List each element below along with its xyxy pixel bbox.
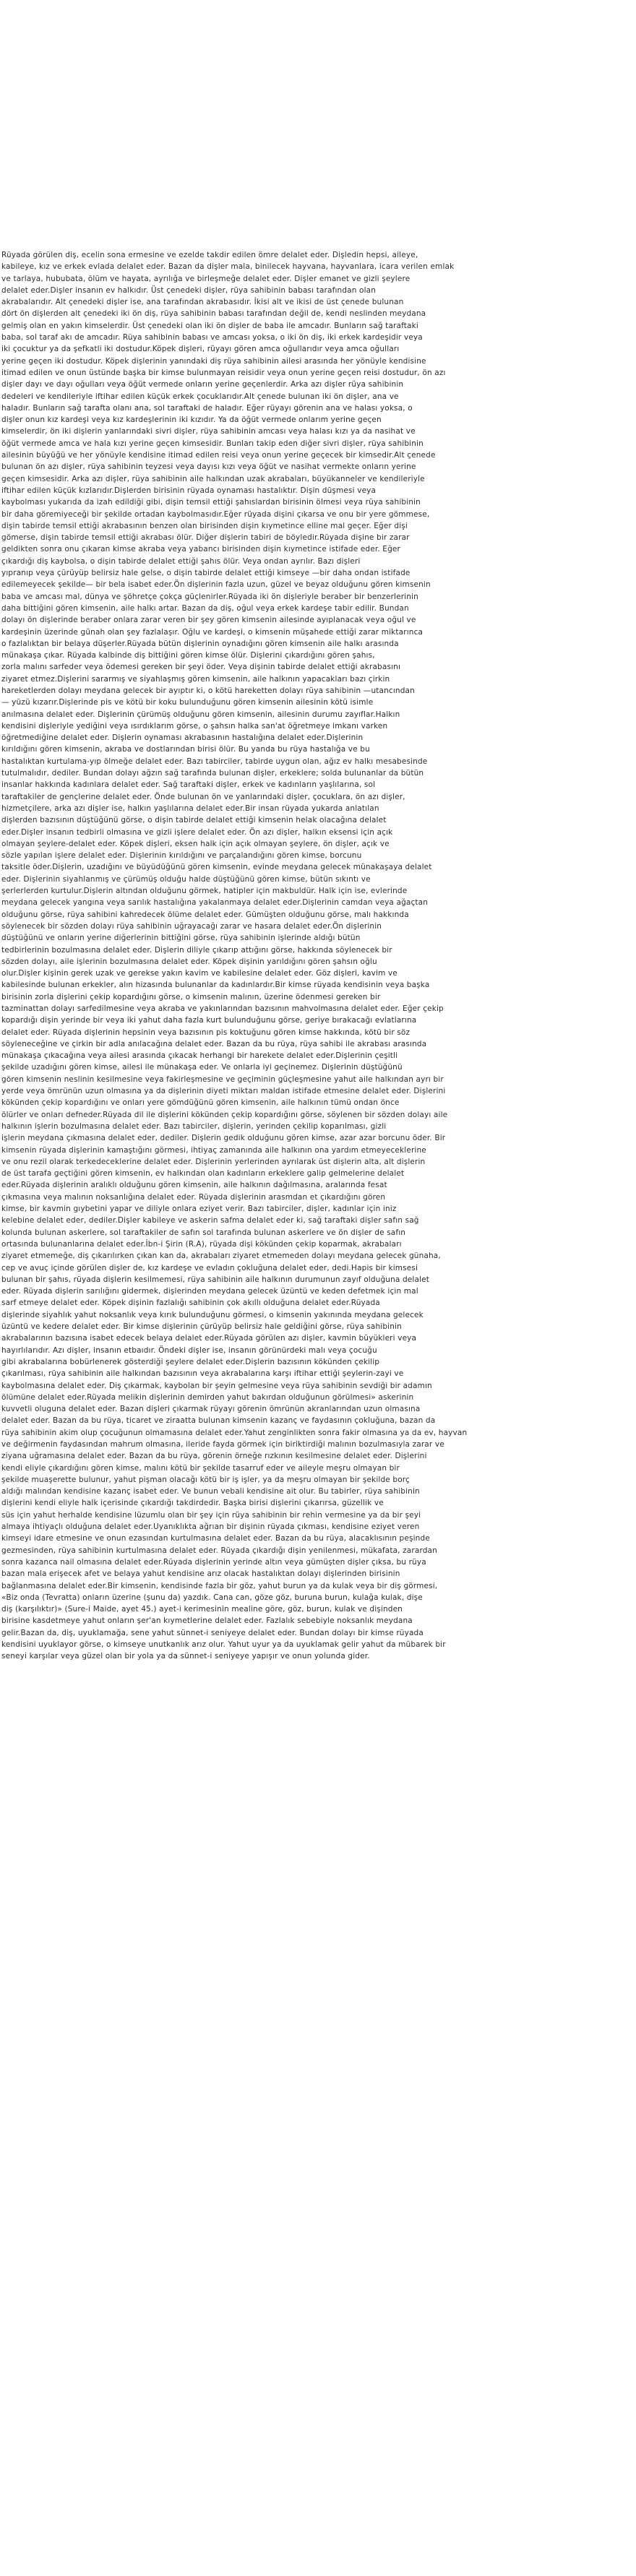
article-body: Rüyada görülen diş, ecelin sona ermesine ve ezelde takdir edilen ömre delalet eder. Dişledin hepsi, aileye, kabileye, kız ve erkek evlada delalet eder. Bazan da dişler mala, binilecek hayvana, hayvanlara, icara verilen emlak ve tarlaya, hububata, ölüm ve hayata, ayrılığa ve birleşmeğe delalet eder. Dişler emanet ve gizli şeylere delalet eder.Dişler insanın ev halkıdır. Üst çenedeki dişler, rüya sahibinin babası tarafından olan akrabalarıdır. Alt çenedeki dişler ise, ana tarafından akrabasıdır. İkisi alt ve ikisi de üst çenede bulunan dört ön dişlerden alt çenedeki iki ön diş, rüya sahibinin babası tarafından değil de, kendi neslinden meydana gelmiş olan en yakın kimselerdir. Üst çenedeki olan iki ön dişler de baba ile amcadır. Bunların sağ taraftaki baba, sol taraf akı de amcadır. Rüya sahibinin babası ve amcası yoksa, o iki ön diş, iki erkek kardeşidir veya iki çocuktur ya da şefkatli iki dostudur.Köpek dişleri, rüyayı gören amca oğullarıdır veya amca oğulları yerine geçen iki dostudur. Köpek dişlerinin yanındaki diş rüya sahibinin ailesi arasında her yönüyle kendisine itimad edilen ve onun üstünde başka bir kimse bulunmayan reisidir veya onun yerine geçen reisi dostudur, ön azı dişler dayı ve dayı oğulları veya öğüt vermede onların yerine geçenlerdir. Arka azı dişler rüya sahibinin dedeleri ve kendileriyle iftihar edilen küçük erkek çocuklarıdır.Alt çenede bulunan iki ön dişler, ana ve haladır. Bunların sağ tarafta olanı ana, sol taraftaki de haladır. Eğer rüyayı görenin ana ve halası yoksa, o dişler onun kız kardeşi veya kız kardeşlerinin iki kızıdır. Ya da öğüt vermede onlarım yerine geçen kimselerdir, ön iki dişlerin yanlarındaki sivri dişler, rüya sahibinin amcası veya halası kızı ya da nasihat ve öğüt vermede amca ve hala kızı yerine geçen kimsesidir. Bunları takip eden diğer sivri dişler, rüya sahibinin ailesinin büyüğü ve her yönüyle kendisine itimad edilen reisi veya onun yerine geçecek bir kimsedir.Alt çenede bulunan ön azı dişler, rüya sahibinin teyzesi veya dayısı kızı veya öğüt ve nasihat vermekte onların yerine geçen kimsesidir. Arka azı dişler, rüya sahibinin aile halkından uzak akrabaları, büyükanneler ve kendileriyle iftihar edilen küçük kızlarıdır.Dişlerden birisinin rüyada oynaması hastalıktır. Dişin düşmesi veya kaybolması yukarıda da izah edildiği gibi, dişin temsil ettiği şahıslardan birisinin ölmesi veya rüya sahibinin bir daha göremiyeceği bir şekilde ortadan kaybolmasıdır.Eğer rüyada dişini çıkarsa ve onu bir yere gömmese, dişin tabirde temsil ettiği akrabasının benzen olan birisinden dişin kıymetince elline mal geçer. Eğer dişi gömerse, dişin tabirde temsil ettiği akrabası ölür. Diğer dişlerin tabiri de böyledir.Rüyada dişine bir zarar geldikten sonra onu çıkaran kimse akraba veya yabancı birisinden dişin kıymetince istifade eder. Eğer çıkardığı diş kaybolsa, o dişin tabirde delalet ettiği şahıs ölür. Veya ondan ayrılır. Bazı dişleri yıpranıp veya çürüyüp belirsiz hale gelse, o dişin tabirde delalet ettiği kimseye —bir daha ondan istifade edilemeyecek şekilde— bir bela isabet eder.Ön dişlerinin fazla uzun, güzel ve beyaz olduğunu gören kimsenin baba ve amcası mal, dünya ve şöhretçe çokça güçlenirler.Rüyada iki ön dişleriyle beraber bir benzerlerinin daha bittiğini gören kimsenin, aile halkı artar. Bazan da diş, oğul veya erkek kardeşe tabir edilir. Bundan dolayı ön dişlerinde beraber onlara zarar veren bir şey gören kimsenin ailesinde ayıplanacak veya oğul ve kardeşinin üzerinde günah olan şey fazlalaşır. Oğlu ve kardeşi, o kimsenin müşahede ettiği zarar miktarınca o fazlalıktan bir belaya düşerler.Rüyada bütün dişlerinin oynadığını gören kimsenin aile halkı arasında münakaşa çıkar. Rüyada kalbinde diş bittiğini gören kimse ölür. Dişlerini çıkardığını gören şahıs, zorla malını sarfeder veya ödemesi gereken bir şeyi öder. Veya dişinin tabirde delalet ettiği akrabasını ziyaret etmez.Dişlerini sararmış ve siyahlaşmış gören kimsenin, aile halkının yapacakları bazı çirkin hareketlerden dolayı meydana gelecek bir ayıptır ki, o kötü hareketten dolayı rüya sahibinin —utancından — yüzü kızarır.Dişlerinde pis ve kötü bir koku bulunduğunu gören kimsenin ailesinin kötü isimle anılmasına delalet eder. Dişlerinin çürümüş olduğunu gören kimsenin, ailesinin durumu zayıflar.Halkın kendisini dişleriyle yediğini veya ısırdıklarım görse, o şahsın halka san'at öğretmeye imkanı varken öğretmediğine delalet eder. Dişlerin oynaması akrabasının hastalığına delalet eder.Dişlerinin kırıldığını gören kimsenin, akraba ve dostlarından birisi ölür. Bu yanda bu rüya hastalığa ve bu hastalıktan kurtulama-yıp ölmeğe delalet eder. Bazı tabirciler, tabirde uygun olan, ağız ev halkı mesabesinde tutulmalıdır, dediler. Bundan dolayı ağzın sağ tarafında bulunan dişler, erkeklere; solda bulunanlar da bütün insanlar hakkında kadınlara delalet eder. Sağ taraftaki dişler, erkek ve kadınların yaşlılarına, sol taraftakiler de gençlerine delalet eder. Önde bulunan ön ve yanlarındaki dişler, çocuklara, ön azı dişler, hizmetçilere, arka azı dişler ise, halkın yaşlılarına delalet eder.Bir insan rüyada yukarda anlatılan dişlerden bazısının düştüğünü görse, o dişin tabirde delalet ettiği kimsenin helak olacağına delalet eder.Dişler insanın tedbirli olmasına ve gizli işlere delalet eder. Ön azı dişler, halkın eksensi için açık olmayan şeylere-delalet eder. Köpek dişleri, eksen halk için açık olmayan şeylere, ön dişler, açık ve sözle yapılan işlere delalet eder. Dişlerinin kırıldığını ve parçalandığını gören kimse, borcunu taksitle öder.Dişlerin, uzadığını ve büyüdüğünü gören kimsenin, evinde meydana gelecek münakaşaya delalet eder. Dişlerinin siyahlanmış ve çürümüş olduğu halde düştüğünü gören kimse, bütün sıkıntı ve şerlerlerden kurtulur.Dişlerin altından olduğunu görmek, hatipler için makbuldür. Halk için ise, evlerinde meydana gelecek yangına veya sarılık hastalığına yakalanmaya delalet eder.Dişlerinin camdan veya ağaçtan olduğunu görse, rüya sahibini kahredecek ölüme delalet eder. Gümüşten olduğunu görse, malı hakkında söylenecek bir sözden dolayı rüya sahibinin uğrayacağı zarar ve hasara delalet eder.Ön dişlerinin düştüğünü ve onların yerine diğerlerinin bittiğini görse, rüya sahibinin işlerinde aldığı bütün tedbirlerinin bozulmasına delalet eder. Dişlerin diliyle çıkarıp attığını görse, hakkında söylenecek bir sözden dolayı, aile işlerinin bozulmasına delalet eder. Köpek dişinin yarıldığını gören şahsın oğlu olur.Dişler kişinin gerek uzak ve gerekse yakın kavim ve kabilesine delalet eder. Göz dişleri, kavim ve kabilesinde bulunan erkekler, alın hizasında bulunanlar da kadınlardır.Bir kimse rüyada kendisinin veya başka birisinin zorla dişlerini çekip kopardığını görse, o kimsenin malının, üzerine ödenmesi gereken bir tazminattan dolayı sarfedilmesine veya akraba ve yakınlarından bazısının mahvolmasına delalet eder. Eğer çekip kopardığı dişin yerinde bir veya iki yahut daha fazla kurt bulunduğunu görse, geriye bırakacağı evlatlarına delalet eder. Rüyada dişlerinin hepsinin veya bazısının pis koktuğunu gören kimse hakkında, kötü bir söz söyleneceğine ve çirkin bir adla anılacağına delalet eder. Bazan da bu rüya, rüya sahibi ile akrabası arasında münakaşa çıkacağına veya ailesi arasında çıkacak herhangi bir harekete delalet eder.Dişlerinin çeşitli şekilde uzadığını gören kimse, ailesi ile münakaşa eder. Ve onlarla iyi geçinemez. Dişlerinin düştüğünü gören kimsenin neslinin kesilmesine veya fakirleşmesine ve geçiminin güçleşmesine yahut aile halkından ayrı bir yerde veya ömrünün uzun olmasına ya da dişlerinin diyeti miktarı maldan istifade etmesine delalet eder. Dişlerini kökünden çekip kopardığını ve onları yere gömdüğünü gören kimsenin, aile halkının tümü ondan önce ölürler ve onları defneder.Rüyada dil ile dişlerini kökünden çekip kopardığını görse, söylenen bir sözden dolayı aile halkının işlerin bozulmasına delalet eder. Bazı tabirciler, dişlerin, yerinden çekilip koparılması, gizli işlerin meydana çıkmasına delalet eder, dediler. Dişlerin gedik olduğunu gören kimse, azar azar borcunu öder. Bir kimsenin rüyada dişlerinin kamaştığını görmesi, ihtiyaç zamanında aile halkının ona yardım etmeyeceklerine ve onu rezil olarak terkedeceklerine delalet eder. Dişlerinin yerlerinden ayrılarak üst dişlerin alta, alt dişlerin de üst tarafa geçtiğini gören kimsenin, ev halkından olan kadınların erkeklere galip gelmelerine delalet eder.Rüyada dişlerinin aralıklı olduğunu gören kimsenin, aile halkının dağılmasına, aralarında fesat çıkmasına veya malının noksanlığına delalet eder. Rüyada dişlerinin arasmdan et çıkardığını gören kimse, bir kavmin gıybetini yapar ve diliyle onlara eziyet verir. Bazı tabirciler, dişler, kadınlar için iniz kelebine delalet eder, dediler.Dişler kabileye ve askerin safma delalet eder ki, sağ taraftaki dişler safın sağ kolunda bulunan askerlere, sol taraftakiler de safın sol tarafında bulunan askerlere ve ön dişler de safın ortasında bulunanlarına delalet eder.İbn-i Şirin (R.A), rüyada dişi kökünden çekip koparmak, akrabaları ziyaret etmemeğe, diş çıkarılırken çıkan kan da, akrabaları ziyaret etmemeden dolayı meydana gelecek günaha, cep ve avuç içinde görülen dişler de, kız kardeşe ve evladın çokluğuna delalet eder, dedi.Hapis bir kimsesi bulunan bir şahıs, rüyada dişlerin kesilmemesi, rüya sahibinin aile halkının durumunun zayıf olduğuna delalet eder. Rüyada dişlerin sarılığını gidermek, dişlerinden meydana gelecek üzüntü ve keden defetmek için mal sarf etmeye delalet eder. Köpek dişinin fazlalığı sahibinin çok akıllı olduğuna delalet eder.Rüyada dişlerinde siyahlık yahut noksanlık veya kırık bulunduğunu görmesi, o kimsenin yakınında meydana gelecek üzüntü ve kedere delalet eder. Bir kimse dişlerinin çürüyüp belirsiz hale geldiğini görse, rüya sahibinin akrabalarının bazısına isabet edecek belaya delalet eder.Rüyada görülen azı dişler, kavmin büyükleri veya hayırlılarıdır. Azı dişler, insanın etbaıdır. Öndeki dişler ise, insanın görünürdeki malı veya çocuğu gibi akrabalarına bobürlenerek gösterdiği şeylere delalet eder.Dişlerin bazısının kökünden çekilip çıkarılması, rüya sahibinin aile halkından bazısının veya akrabalarına karşı iftihar ettiği şeylerin-zayi ve kaybolmasına delalet eder. Diş çıkarmak, kaybolan bir şeyin gelmesine veya rüya sahibinin sevdiği bir adamın ölümüne delalet eder.Rüyada melikin dişlerinin demirden yahut bakırdan olduğunun görülmesi» askerinin kuvvetli oluguna delalet eder. Bazan dişleri çıkarmak rüyayı görenin ömrünün akranlarından uzun olmasına delalet eder. Bazan da bu rüya, ticaret ve ziraatta bulunan kimsenin kazanç ve faydasının çokluğuna, bazan da rüya sahibinin akim olup çocuğunun olmamasına delalet eder.Yahut zenginlikten sonra fakir olmasına ya da ev, hayvan ve değirmenin faydasından mahrum olmasına, ileride fayda görmek için biriktirdiği malının bozulmasıyla zarar ve ziyana uğramasına delalet eder. Bazan da bu rüya, görenin örneğe rızkının kesilmesine delalet eder. Dişlerini kendi eliyle çıkardığını gören kimse, malını kötü bir şekilde tasarruf eder ve aileyle meşru olmayan bir şekilde muaşerette bulunur, yahut pişman olacağı kötü bir iş işler, ya da meşru olmayan bir şekilde borç aldığı malından kendisine kazanç isabet eder. Ve bunun vebali kendisine ait olur. Bu tabirler, rüya sahibinin dişlerini kendi eliyle halk içerisinde çıkardığı takdirdedir. Başka birisi dişlerini çıkarırsa, güzellik ve süs için yahut herhalde kendisine lüzumlu olan bir şey için rüya sahibinin bir rehin vermesine ya da bir şeyi almaya ihtiyaçlı olduğuna delalet eder.Uyanıklıkta ağrıan bir dişinin rüyada çıkması, kendisine eziyet veren kimseyi idare etmesine ve onun ezasından kurtulmasına delalet eder. Bazan da bu rüya, alacaklısının peşinde gezmesinden, rüya sahibinin kurtulmasına delalet eder. Rüyada çıkardığı dişin yenilenmesi, mükafata, zarardan sonra kazanca nail olmasına delalet eder.Rüyada dişlerinin yerinde altın veya gümüşten dişler çıksa, bu rüya bazan mala erişecek afet ve belaya yahut kendisine arız olacak hastalıktan dolayı dişlerinden birisinin bağlanmasına delalet eder.Bir kimsenin, kendisinde fazla bir göz, yahut burun ya da kulak veya bir diş görmesi, «Biz onda (Tevratta) onların üzerine (şunu da) yazdık. Cana can, göze göz, buruna burun, kulağa kulak, dişe diş (karşılıktır)» (Sure-i Maide, ayet 45.) ayet-i kerimesinin mealine göre, göz, burun, kulak ve dişinden birisine kasdetmeye yahut onların şer'an kıymetlerine delalet eder. Fazlalık sebebiyle noksanlık meydana gelir.Bazan da, diş, uyuklamağa, sene yahut sünnet-i seniyeye delalet eder. Bundan dolayı bir kimse rüyada kendisini uyuklayor görse, o kimseye unutkanlık arız olur. Yahut uyur ya da uyuklamak gelir yahut da mübarek bir seneyi karşılar veya güzel olan bir yola ya da sünnet-i seniyeye yapışır ve onun yolunda gider. — [1, 251, 468, 1661]
